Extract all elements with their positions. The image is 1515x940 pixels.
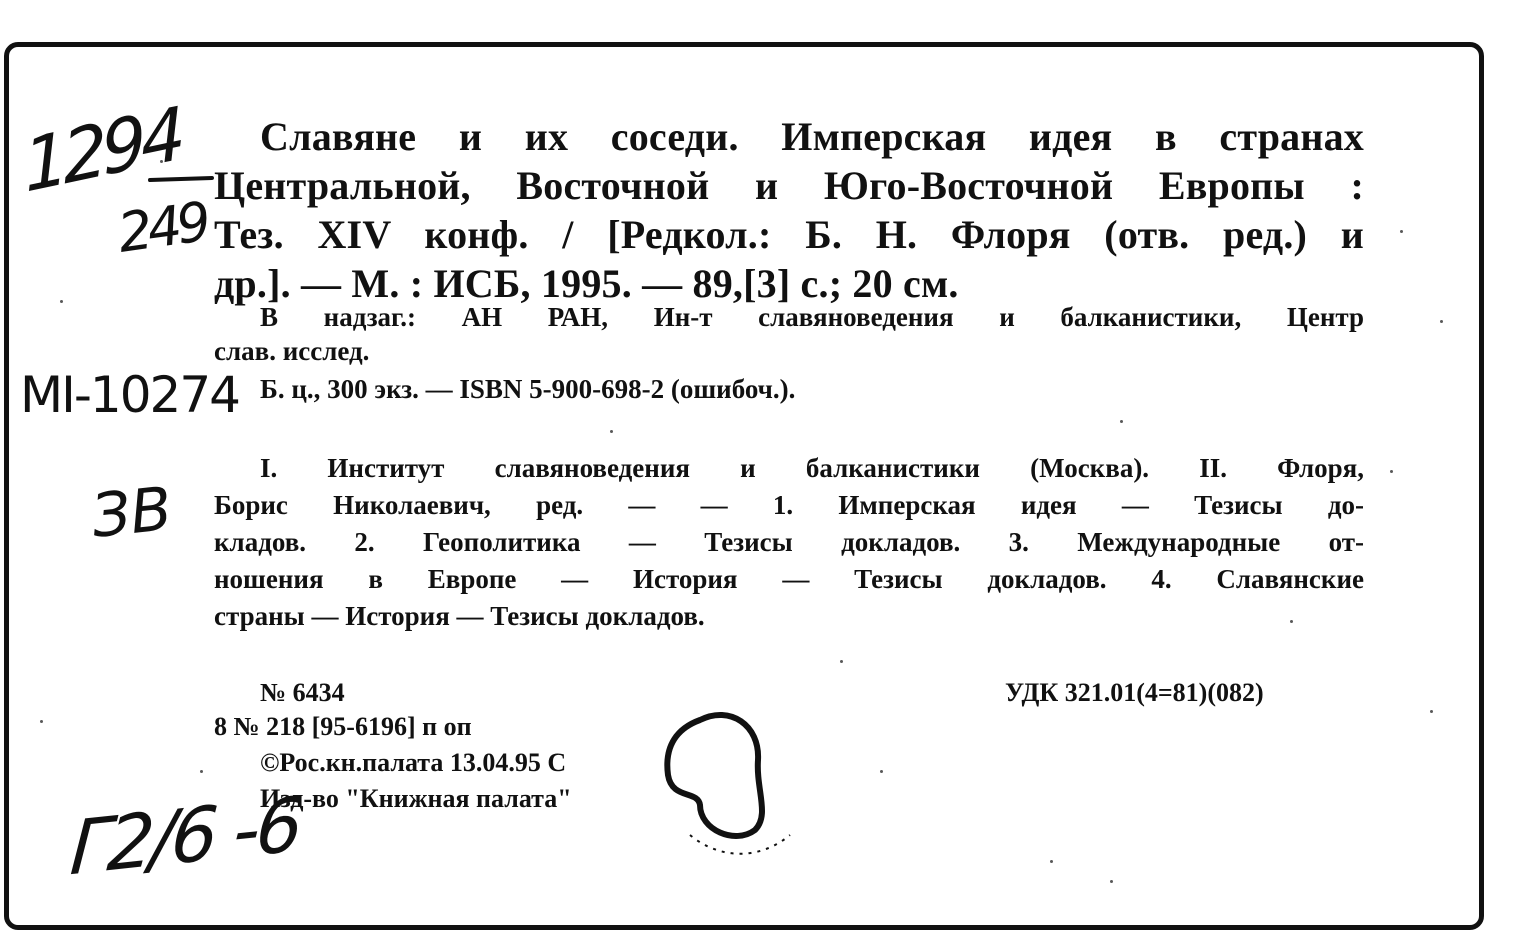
card-number: 8 № 218 [95-6196] п оп [214, 712, 472, 741]
price-isbn: Б. ц., 300 экз. — ISBN 5-900-698-2 (ошибоч.). [260, 374, 796, 404]
handwritten-bottom-mark: Г2/6 -6 [67, 781, 303, 893]
handwritten-shelf-mark: 1294 [20, 91, 183, 209]
title-description [214, 112, 1364, 308]
header-note [214, 300, 1364, 368]
subject-line-5: страны — История — Тезисы докладов. [214, 601, 705, 631]
subject-line-1: I. Институт славяноведения и балканистики (Москва). II. Флоря, [260, 453, 1364, 483]
copyright-line: ©Рос.кн.палата 13.04.95 С [260, 748, 567, 777]
subject-line-4: ношения в Европе — История — Тезисы докладов. 4. Славянские [214, 564, 1364, 594]
udc-code: УДК 321.01(4=81)(082) [1005, 678, 1264, 707]
title-line-4: др.]. — М. : ИСБ, 1995. — 89,[3] с.; 20 см. [214, 261, 959, 306]
title-line-2: Центральной, Восточной и Юго-Восточной Европы : [214, 163, 1364, 208]
publisher-line: Изд-во "Книжная палата" [260, 784, 572, 813]
record-number: № 6434 [260, 678, 345, 707]
handwritten-shelf-sub: 249 [114, 190, 211, 265]
subject-line-2: Борис Николаевич, ред. — — 1. Имперская идея — Тезисы до- [214, 490, 1364, 520]
handwritten-code: ЗВ [88, 474, 176, 552]
subject-headings [214, 450, 1364, 635]
subject-line-3: кладов. 2. Геополитика — Тезисы докладов. 3. Международные от- [214, 527, 1364, 557]
handwritten-inventory: MI-10274 [20, 366, 239, 424]
title-line-3: Тез. XIV конф. / [Редкол.: Б. Н. Флоря (отв. ред.) и [214, 212, 1364, 257]
header-note-line-2: слав. исслед. [214, 336, 370, 366]
header-note-line-1: В надзаг.: АН РАН, Ин-т славяноведения и балканистики, Центр [260, 302, 1364, 332]
title-line-1: Славяне и их соседи. Имперская идея в странах [260, 114, 1364, 159]
